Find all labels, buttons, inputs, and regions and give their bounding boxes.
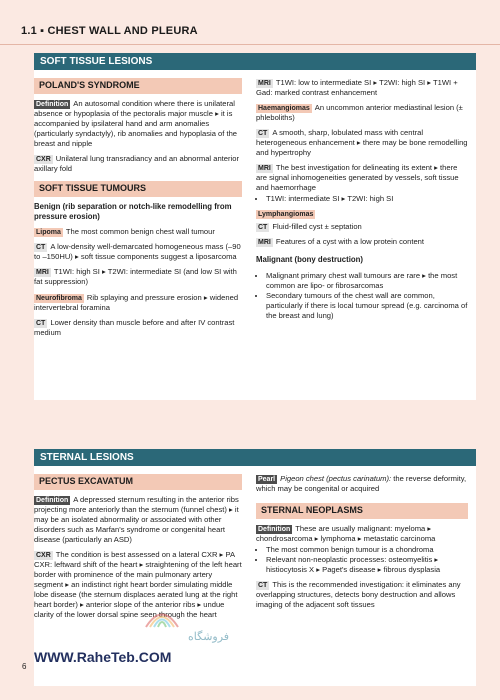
para-neurofibroma-ct [34, 318, 242, 338]
text-lipoma: The most common benign chest wall tumour [65, 227, 215, 237]
heading-soft-tissue-tumours: SOFT TISSUE TUMOURS [34, 181, 242, 197]
text-neurofibroma: Rib splaying and pressure erosion ▸ widened intervertebral foramina [34, 292, 239, 312]
watermark-persian: فروشگاه [188, 631, 230, 643]
text-lymph-mri: Features of a cyst with a low protein content [275, 237, 424, 247]
text-pearl: the reverse deformity, which may be congenital or acquired [256, 474, 467, 494]
para-neoplasm-ct [256, 580, 468, 610]
para-lipoma-mri [34, 267, 242, 287]
text-pectus-cxr: The condition is best assessed on a lateral CXR ▸ PA CXR: leftward shift of the heart ▸ straightening of the left heart border with prominence of the main pulmonary artery segment ▸ an indistinct right heart border simulating middle lobe disease (the sternum displaces aerated lung at the right heart border) ▸ anterior slope of the anterior ribs ▸ undue clarity of the lower dorsal spine seen through the heart [34, 549, 242, 620]
para-pectus-definition [34, 495, 242, 545]
heading-poland: POLAND'S SYNDROME [34, 78, 242, 94]
para-neoplasm-definition [256, 524, 468, 544]
section-banner-soft-tissue: SOFT TISSUE LESIONS [34, 53, 476, 70]
tag-definition: Definition [258, 525, 291, 533]
tag-mri: MRI [258, 80, 271, 87]
watermark-logo-icon [142, 597, 182, 637]
tag-pearl: Pearl [258, 476, 276, 483]
para-lymph-ct [256, 222, 468, 232]
text-lipoma-mri: T1WI: high SI ▸ T2WI: intermediate SI (and low SI with fat suppression) [34, 267, 237, 287]
text-pearl-term: Pigeon chest (pectus carinatum): [280, 474, 392, 483]
para-haemangiomas [256, 103, 468, 123]
page-header [0, 0, 500, 45]
tag-mri: MRI [258, 239, 271, 247]
para-lymphangiomas [256, 209, 468, 219]
list-haem-mri [256, 194, 468, 204]
tag-ct: CT [258, 224, 268, 232]
watermark-url: WWW.RaheTeb.COM [34, 649, 172, 665]
tag-ct: CT [258, 130, 268, 138]
para-poland-definition [34, 99, 242, 149]
text-lipoma-ct: A low-density well-demarcated homogeneous mass (–90 to –150HU) ▸ soft tissue components suggest a liposarcoma [34, 242, 241, 262]
text-neoplasm-definition: These are usually malignant: myeloma ▸ chondrosarcoma ▸ lymphoma ▸ metastatic carcinoma [256, 523, 436, 543]
text-neuro-mri: T1WI: low to intermediate SI ▸ T2WI: high SI ▸ T1WI + Gad: marked contrast enhancement [256, 78, 458, 98]
list-item: • Malignant primary chest wall tumours are rare ▸ the most common are lipo- or fibrosarcomas [266, 271, 468, 291]
para-lipoma-ct [34, 242, 242, 262]
tag-definition: Definition [36, 496, 69, 504]
text-haem-mri: The best investigation for delineating its extent ▸ there are signal inhomogeneities generated by vessels, soft tissue and haemorrhage [256, 163, 459, 193]
text-neurofibroma-ct: Lower density than muscle before and after IV contrast medium [34, 317, 235, 337]
para-lipoma [34, 227, 242, 237]
list-item: • Relevant non-neoplastic processes: osteomyelitis ▸ histiocytosis X ▸ Paget's disease ▸ fibrous dysplasia [266, 555, 468, 575]
column-left [34, 474, 242, 625]
list-item: • T1WI: intermediate SI ▸ T2WI: high SI [266, 194, 468, 204]
column-right [256, 474, 468, 615]
text-pectus-definition: A depressed sternum resulting in the anterior ribs projecting more anteriorly than the sternum (funnel chest) ▸ it may be an isolated abnormality or associated with other disorders such as Marfan's syndrome or congenital heart disease (particularly an ASD) [34, 494, 239, 544]
para-neuro-mri [256, 78, 468, 98]
tag-cxr: CXR [36, 551, 51, 559]
para-neurofibroma [34, 293, 242, 313]
tag-lipoma: Lipoma [36, 229, 61, 237]
list-item: • The most common benign tumour is a chondroma [266, 545, 468, 555]
text-poland-cxr: Unilateral lung transradiancy and an abnormal anterior axillary fold [34, 153, 239, 173]
tag-mri: MRI [36, 269, 49, 277]
list-malignant [256, 271, 468, 321]
para-haem-mri [256, 163, 468, 193]
text-haemangiomas: An uncommon anterior mediastinal lesion (± phleboliths) [256, 103, 463, 123]
para-pectus-cxr [34, 550, 242, 620]
tag-ct: CT [258, 581, 268, 589]
heading-pectus-excavatum: PECTUS EXCAVATUM [34, 474, 242, 490]
text-lymph-ct: Fluid-filled cyst ± septation [272, 222, 362, 232]
tag-definition: Definition [36, 100, 69, 108]
tag-ct: CT [36, 319, 46, 327]
section-banner-sternal: STERNAL LESIONS [34, 449, 476, 466]
text-neoplasm-ct: This is the recommended investigation: it eliminates any overlapping structures, detects bony destruction and allows imaging of the adjacent soft tissues [256, 579, 461, 610]
subheading-benign: Benign (rib separation or notch-like remodelling from pressure erosion) [34, 201, 232, 222]
text-haem-ct: A smooth, sharp, lobulated mass with central heterogeneous enhancement ▸ there may be bone remodelling and hypertrophy [256, 128, 468, 158]
tag-cxr: CXR [36, 155, 51, 163]
page-number: 6 [22, 662, 27, 671]
running-head: 1.1 ▪ CHEST WALL AND PLEURA [21, 25, 198, 37]
para-poland-cxr [34, 154, 242, 174]
list-item: • Secondary tumours of the chest wall are common, particularly if there is local tumour spread (e.g. carcinoma of the breast and lung) [266, 291, 468, 321]
text-poland-definition: An autosomal condition where there is unilateral absence or hypoplasia of the pectoralis major muscle ▸ it is accompanied by ipsilateral hand and arm anomalies (particularly syndactyly), rib anomalies and hypoplasia of the breast and nipple [34, 98, 238, 148]
para-pearl [256, 474, 468, 494]
para-haem-ct [256, 128, 468, 158]
tag-ct: CT [36, 244, 46, 252]
column-left [34, 78, 242, 343]
tag-neurofibroma: Neurofibroma [36, 294, 82, 302]
tag-haemangiomas: Haemangiomas [258, 105, 310, 113]
list-neoplasms [256, 545, 468, 575]
section-soft-tissue [34, 70, 476, 400]
subheading-malignant: Malignant (bony destruction) [256, 255, 363, 265]
column-right [256, 78, 468, 326]
heading-sternal-neoplasms: STERNAL NEOPLASMS [256, 503, 468, 519]
tag-lymphangiomas: Lymphangiomas [258, 211, 314, 219]
tag-mri: MRI [258, 165, 271, 173]
para-lymph-mri [256, 237, 468, 247]
